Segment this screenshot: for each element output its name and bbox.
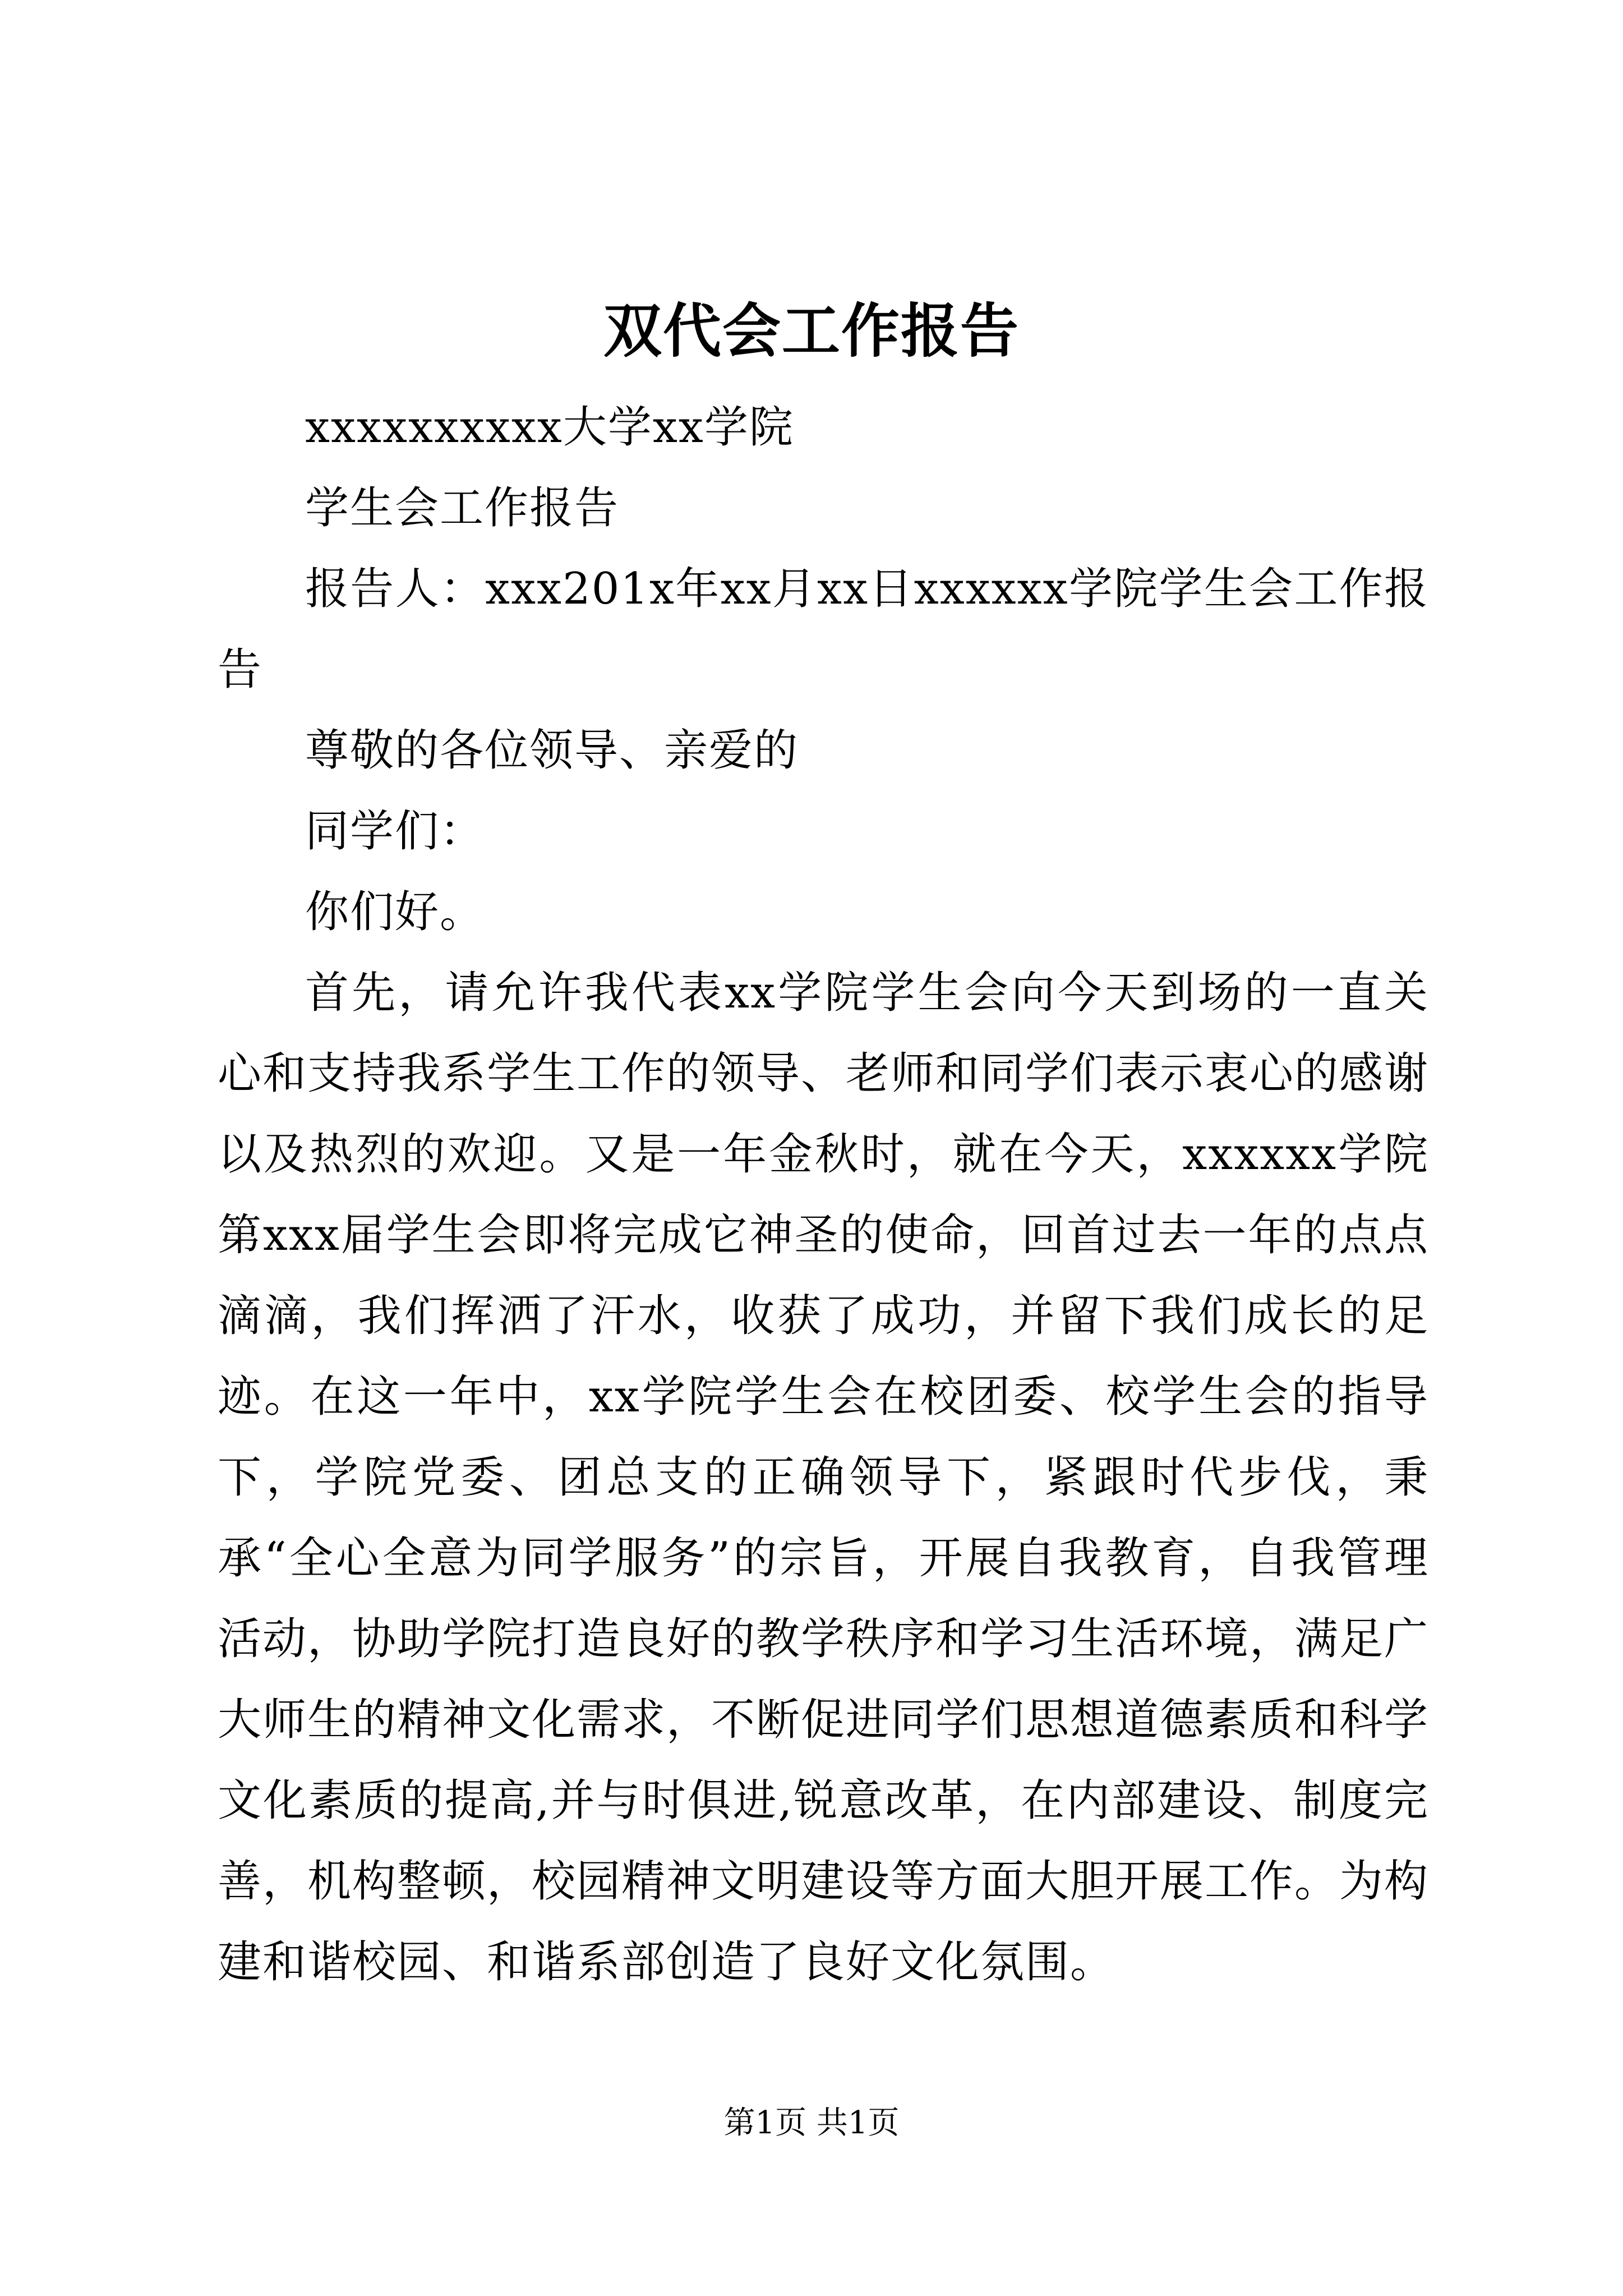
document-body [218,387,1429,2003]
paragraph-main: 首先，请允许我代表xx学院学生会向今天到场的一直关心和支持我系学生工作的领导、老师和同学们表示衷心的感谢以及热烈的欢迎。又是一年金秋时，就在今天，xxxxxx学院第xxx届学生会即将完成它神圣的使命，回首过去一年的点点滴滴，我们挥洒了汗水，收获了成功，并留下我们成长的足迹。在这一年中，xx学院学生会在校团委、校学生会的指导下，学院党委、团总支的正确领导下，紧跟时代步伐，秉承“全心全意为同学服务”的宗旨，开展自我教育，自我管理活动，协助学院打造良好的教学秩序和学习生活环境，满足广大师生的精神文化需求，不断促进同学们思想道德素质和科学文化素质的提高,并与时俱进,锐意改革，在内部建设、制度完善，机构整顿，校园精神文明建设等方面大胆开展工作。为构建和谐校园、和谐系部创造了良好文化氛围。 [218,968,1430,1987]
paragraph-reporter: 报告人：xxx201x年xx月xx日xxxxxx学院学生会工作报告 [218,564,1429,695]
paragraph-school: xxxxxxxxxx大学xx学院 [305,402,794,453]
document-title: 双代会工作报告 [603,296,1020,365]
paragraph-salutation: 尊敬的各位领导、亲爱的 [305,725,799,776]
paragraph-report-title: 学生会工作报告 [305,483,620,533]
page-footer: 第1页 共1页 [723,2105,900,2141]
paragraph-greeting: 你们好。 [305,887,485,937]
paragraph-classmates: 同学们： [305,806,485,857]
